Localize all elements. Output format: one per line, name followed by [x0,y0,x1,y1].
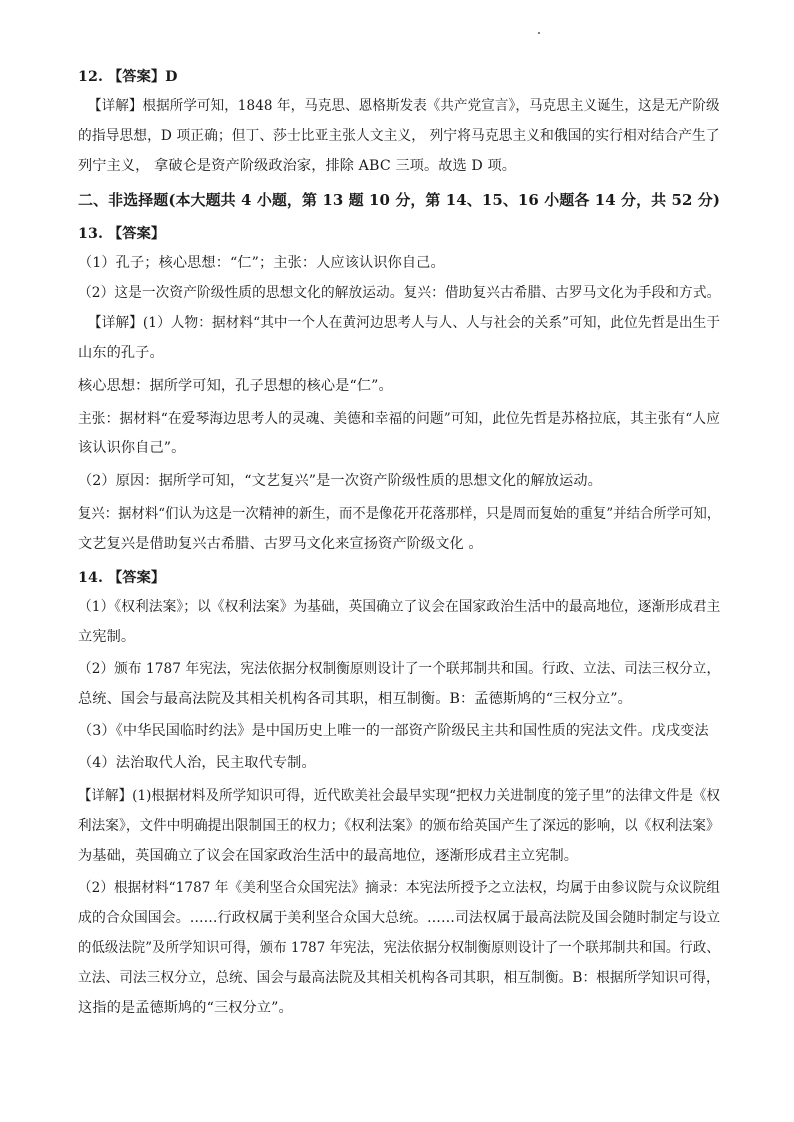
q13-detail-line-3: 核心思想：据所学可知，孔子思想的核心是“仁”。 [78,378,393,394]
q14-detail-line-1: 【详解】(1)根据材料及所学知识可得，近代欧美社会最早实现“把权力关进制度的笼子里”的法律文件是《权 [78,788,721,804]
q12-detail-line-3: 列宁主义， 拿破仑是资产阶级政治家，排除 ABC 三项。故选 D 项。 [78,158,517,174]
q14-detail-line-6: 的低级法院”及所学知识可得，颁布 1787 年宪法，宪法依据分权制衡原则设计了一个联邦制共和国。行政、 [78,940,720,956]
q12-detail-line-1: 【详解】根据所学可知，1848 年，马克思、恩格斯发表《共产党宣言》，马克思主义诞生，这是无产阶级 [88,98,720,114]
q13-answer-2: （2）这是一次资产阶级性质的思想文化的解放运动。复兴：借助复兴古希腊、古罗马文化为手段和方式。 [78,285,721,301]
q14-detail-line-7: 立法、司法三权分立，总统、国会与最高法院及其相关机构各司其职，相互制衡。B：根据所学知识可得， [78,970,720,986]
section-2-heading: 二、非选择题(本大题共 4 小题，第 13 题 10 分，第 14、15、16 小题各 14 分，共 52 分) [78,191,721,209]
q14-answer-1: （1）《权利法案》；以《权利法案》为基础，英国确立了议会在国家政治生活中的最高地位，逐渐形成君主 [78,599,721,615]
q14-answer-2-cont: 总统、国会与最高法院及其相关机构各司其职，相互制衡。B：孟德斯鸠的“三权分立”。 [78,691,632,707]
page-mark-dot [538,32,540,34]
q14-answer-1-cont: 立宪制。 [78,629,136,645]
q14-detail-line-8: 这指的是孟德斯鸠的“三权分立”。 [78,1000,293,1016]
q13-detail-line-2: 山东的孔子。 [78,345,164,361]
q12-detail-line-2: 的指导思想，D 项正确；但丁、莎士比亚主张人文主义， 列宁将马克思主义和俄国的实行相对结合产生了 [78,128,720,144]
q14-detail-line-2: 利法案》，文件中明确提出限制国王的权力；《权利法案》的颁布给英国产生了深远的影响，以《权利法案》 [78,818,720,834]
q13-answer-heading: 13. 【答案】 [78,226,166,242]
q14-answer-4: （4）法治取代人治，民主取代专制。 [78,755,316,771]
q13-detail-line-5: 该认识你自己”。 [78,440,186,456]
q13-answer-1: （1）孔子；核心思想：“仁”；主张：人应该认识你自己。 [78,255,445,271]
q14-detail-line-5: 成的合众国国会。……行政权属于美利坚合众国大总统。……司法权属于最高法院及国会随时制定与设立 [78,910,721,926]
q13-detail-line-1: 【详解】(1）人物：据材料“其中一个人在黄河边思考人与人、人与社会的关系”可知，此位先哲是出生于 [88,315,721,331]
q13-detail-line-7: 复兴：据材料“们认为这是一次精神的新生，而不是像花开花落那样，只是周而复始的重复”并结合所学可知， [78,506,721,522]
q14-answer-3: （3）《中华民国临时约法》是中国历史上唯一的一部资产阶级民主共和国性质的宪法文件。戊戌变法 [78,723,709,739]
q14-answer-2: （2）颁布 1787 年宪法，宪法依据分权制衡原则设计了一个联邦制共和国。行政、立法、司法三权分立， [78,661,721,677]
q12-answer-heading: 12. 【答案】D [78,69,178,85]
q13-detail-line-6: （2）原因：据所学可知，“文艺复兴”是一次资产阶级性质的思想文化的解放运动。 [78,473,602,489]
q14-answer-heading: 14. 【答案】 [78,570,166,586]
q13-detail-line-4: 主张：据材料“在爱琴海边思考人的灵魂、美德和幸福的问题”可知，此位先哲是苏格拉底，其主张有“人应 [78,411,720,427]
q13-detail-line-8: 文艺复兴是借助复兴古希腊、古罗马文化来宣扬资产阶级文化 。 [78,536,483,552]
q14-detail-line-4: （2）根据材料“1787 年《美利坚合众国宪法》摘录：本宪法所授予之立法权，均属于由参议院与众议院组 [78,880,720,896]
q14-detail-line-3: 为基础，英国确立了议会在国家政治生活中的最高地位，逐渐形成君主立宪制。 [78,848,579,864]
